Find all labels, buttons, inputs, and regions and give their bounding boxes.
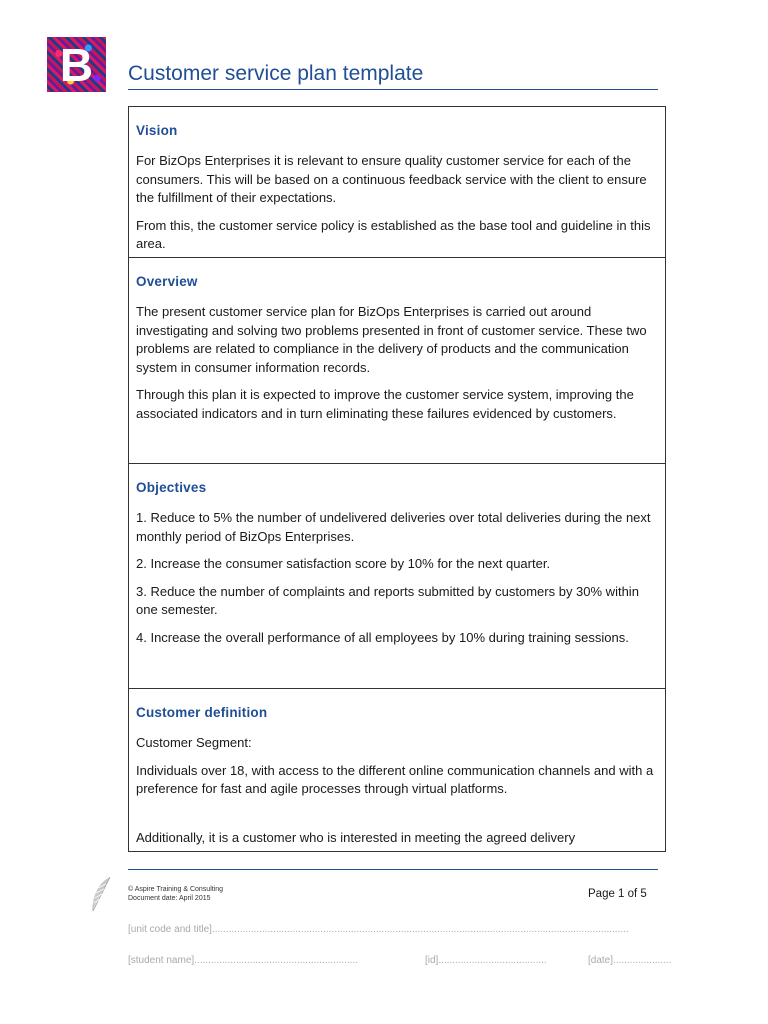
section-heading: Objectives (136, 480, 207, 495)
section-paragraph: 1. Reduce to 5% the number of undelivered deliveries over total deliveries during the next monthly period of BizOps Enterprises. (136, 510, 651, 544)
student-name-field[interactable]: [student name]........................................................... (128, 955, 359, 966)
copyright-line: © Aspire Training & Consulting (128, 886, 224, 893)
section-paragraph: 4. Increase the overall performance of all employees by 10% during training sessions. (136, 629, 629, 645)
company-logo (47, 37, 106, 92)
section-objectives (129, 464, 665, 689)
section-paragraph: For BizOps Enterprises it is relevant to ensure quality customer service for each of the consumers. This will be based on a continuous feedback service with the client to ensure the fulfillment of their expectations. (136, 153, 647, 205)
section-paragraph: Through this plan it is expected to improve the customer service system, improving the associated indicators and in turn eliminating these failures evidenced by customers. (136, 387, 634, 421)
student-id-field[interactable]: [id]....................................... (425, 955, 547, 966)
page-number: Page 1 of 5 (588, 888, 647, 900)
section-heading: Overview (136, 274, 198, 289)
section-customer-definition (129, 689, 665, 851)
copyright-notice (128, 885, 223, 903)
section-paragraph: Individuals over 18, with access to the different online communication channels and with a preference for fast and agile processes through virtual platforms. (136, 762, 654, 796)
plan-table (128, 106, 666, 852)
section-heading: Customer definition (136, 705, 268, 720)
section-paragraph: The present customer service plan for BizOps Enterprises is carried out around investigating and solving two problems presented in front of customer service. These two problems are related to compliance in the delivery of products and the communication system in consumer information records. (136, 304, 647, 375)
footer-divider (128, 869, 658, 870)
logo-letter: B (59, 38, 94, 91)
document-title: Customer service plan template (128, 62, 424, 85)
section-heading: Vision (136, 123, 178, 138)
title-divider (128, 89, 658, 90)
section-paragraph: Additionally, it is a customer who is interested in meeting the agreed delivery (136, 829, 576, 845)
section-paragraph: 2. Increase the consumer satisfaction score by 10% for the next quarter. (136, 556, 551, 571)
document-date: Document date: April 2015 (128, 895, 211, 902)
section-paragraph: 3. Reduce the number of complaints and reports submitted by customers by 30% within one semester. (136, 583, 639, 617)
feather-icon (90, 876, 112, 914)
section-vision (129, 107, 665, 258)
section-paragraph: From this, the customer service policy is established as the base tool and guideline in this area. (136, 217, 651, 251)
unit-code-field[interactable]: [unit code and title]...................................................................................................................................................... (128, 924, 629, 935)
section-paragraph: Customer Segment: (136, 735, 252, 750)
date-field[interactable]: [date]..................... (588, 955, 672, 966)
section-overview (129, 258, 665, 464)
